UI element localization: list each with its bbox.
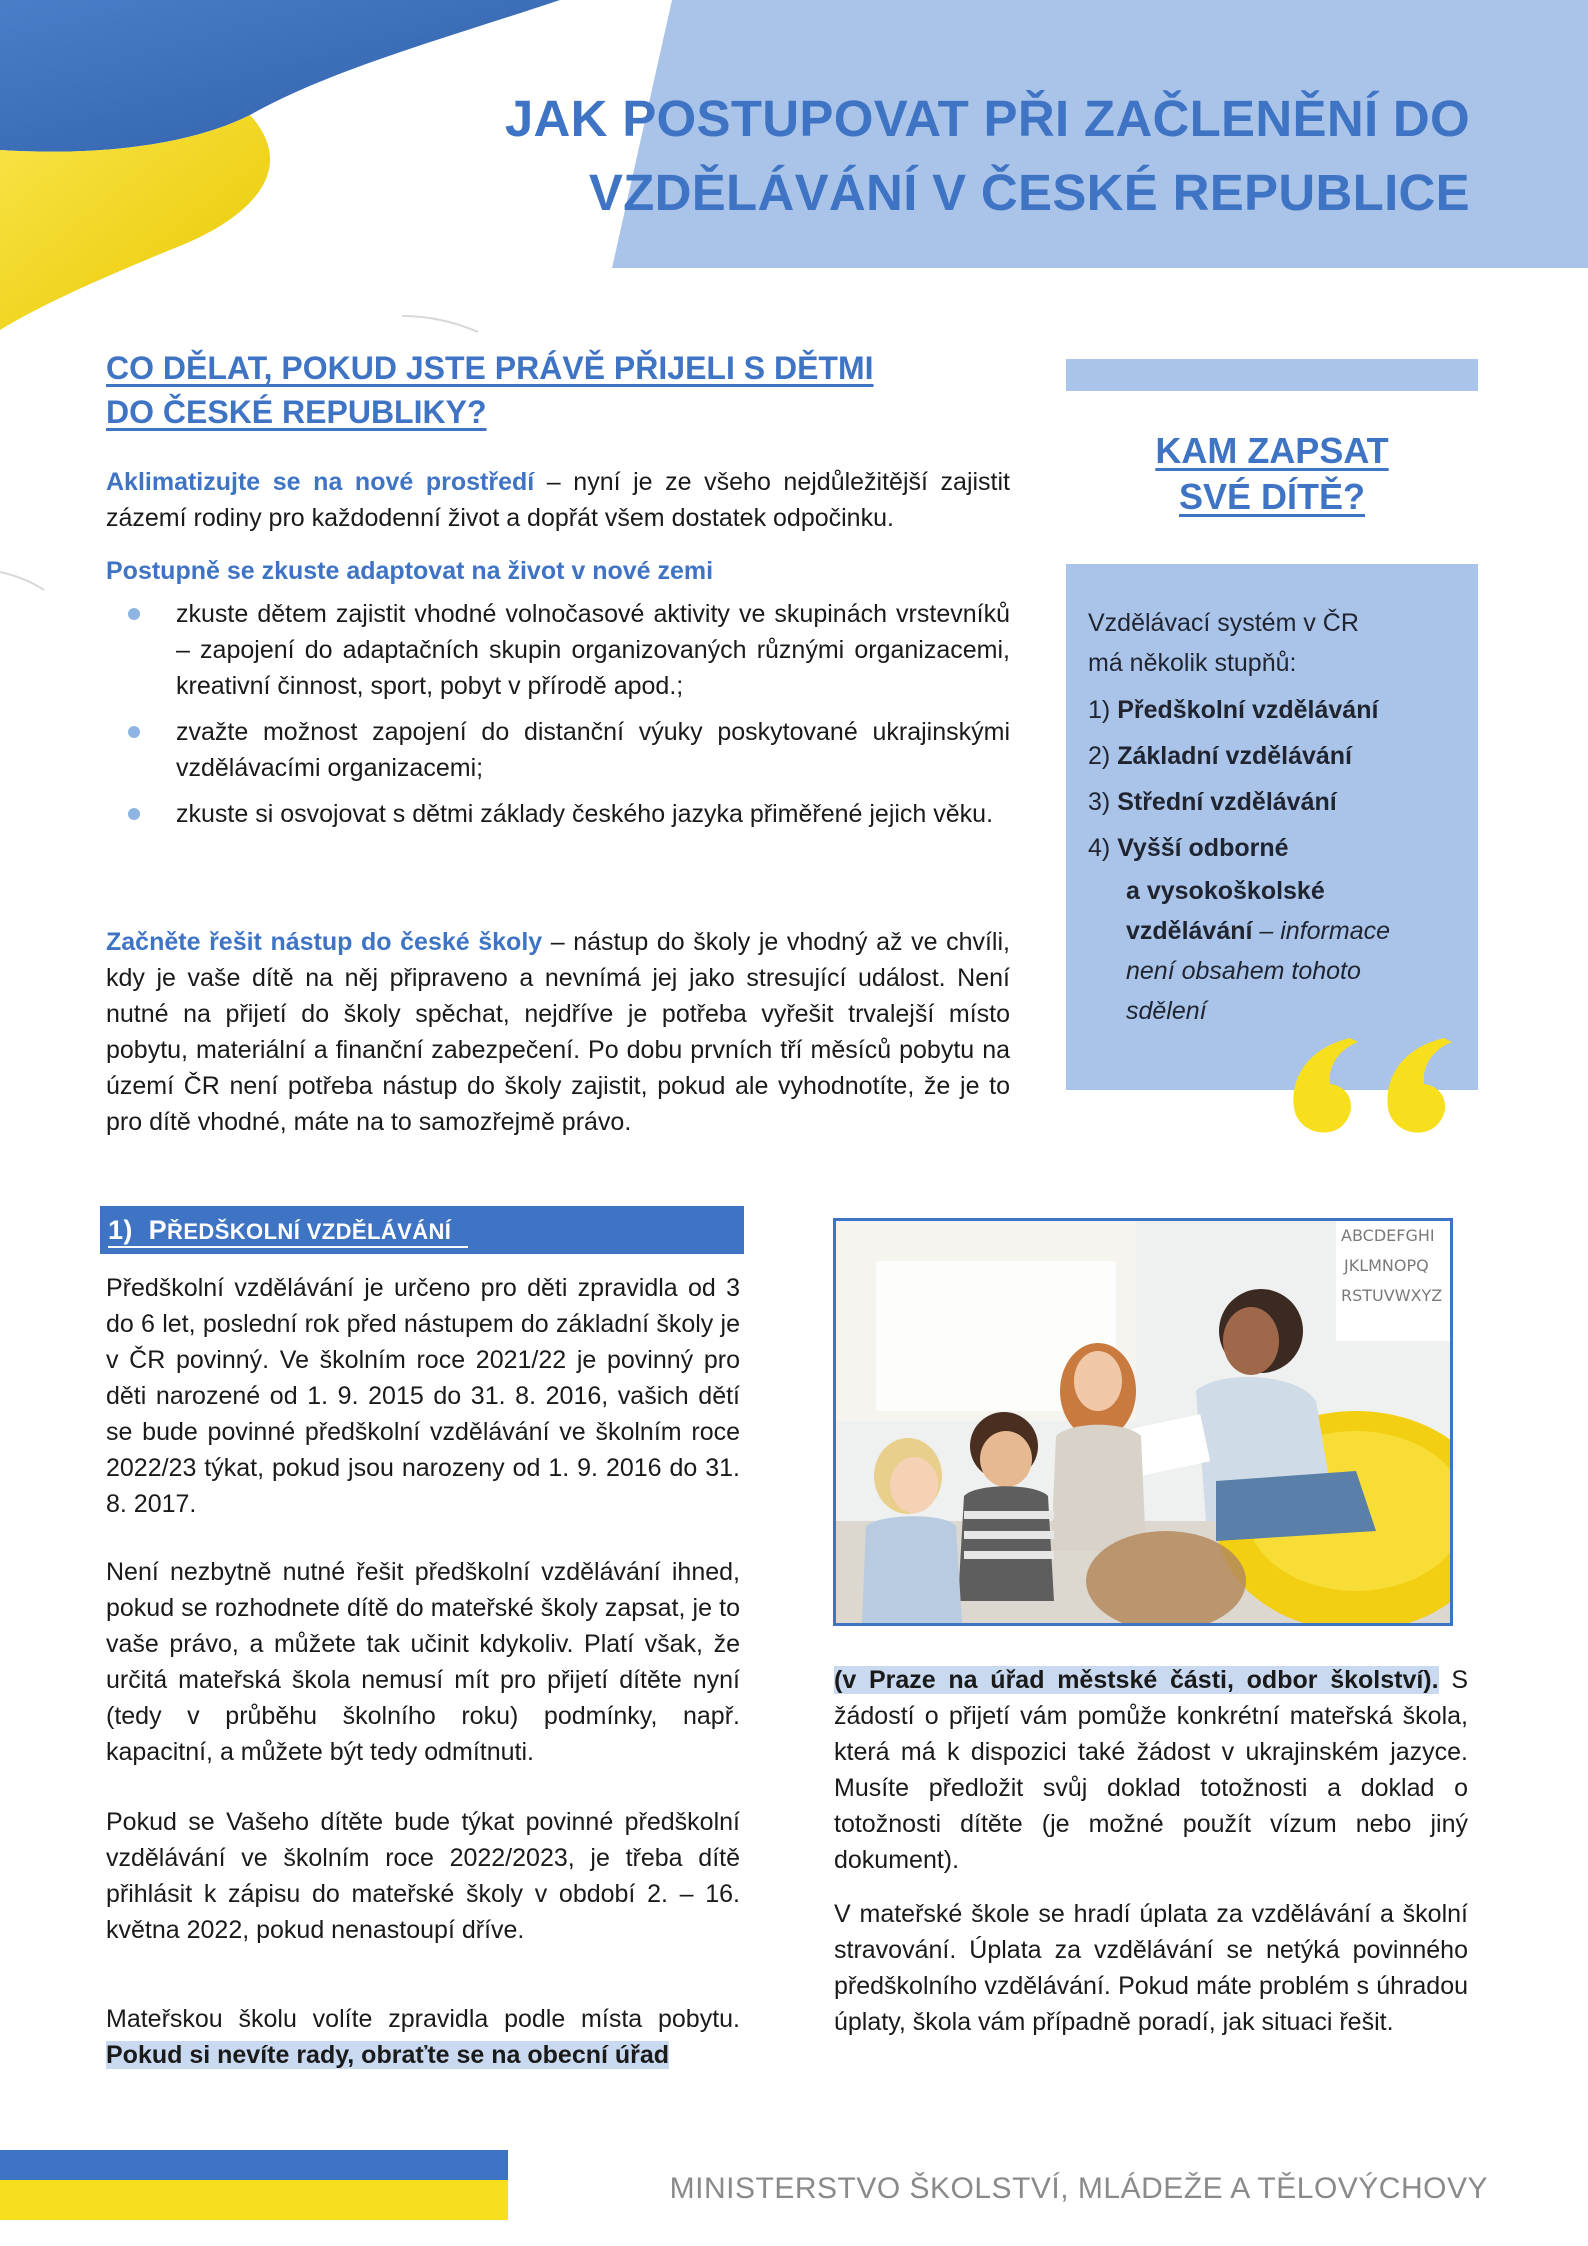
preschool-paragraph-6: V mateřské škole se hradí úplata za vzdělávání a školní stravování. Úplata za vzdělávání se netýká povinného předškolního vzdělávání. Pokud máte problém s úhradou úplaty, škola vám případně poradí, jak situaci řešit. xyxy=(834,1900,1468,2036)
footer-flag-blue xyxy=(0,2150,508,2180)
level-4-cont-2: vzdělávání xyxy=(1126,917,1253,945)
quote-mark-icon xyxy=(1268,1008,1468,1148)
bullet-dot-icon xyxy=(128,608,140,620)
title-line-1: JAK POSTUPOVAT PŘI ZAČLENĚNÍ DO xyxy=(504,90,1470,147)
list-item xyxy=(128,796,1010,832)
level-number: 2) xyxy=(1088,742,1118,770)
sidebar-top-bar xyxy=(1066,359,1478,391)
acclimatize-lead: Aklimatizujte se na nové prostředí xyxy=(106,468,535,496)
intro-paragraph-school-start xyxy=(106,924,1010,1140)
level-4-note-3: sdělení xyxy=(1126,997,1207,1025)
preschool-paragraph-4 xyxy=(106,2001,740,2073)
alphabet-row-2: JKLMNOPQ xyxy=(1344,1256,1429,1275)
bullet-text: zkuste si osvojovat s dětmi základy českého jazyka přiměřené jejich věku. xyxy=(176,800,994,828)
decorative-swash xyxy=(400,312,480,334)
preschool-paragraph-3: Pokud se Vašeho dítěte bude týkat povinné předškolní vzdělávání ve školním roce 2022/2023, je třeba dítě přihlásit k zápisu do mateřské školy v období 2. – 16. května 2022, pokud nenastoupí dříve. xyxy=(106,1808,740,1944)
sidebar-heading-line-1: KAM ZAPSAT xyxy=(1155,430,1389,471)
level-4-note-1: – informace xyxy=(1252,917,1391,945)
level-item xyxy=(1088,687,1468,733)
adapt-bullet-list xyxy=(128,596,1010,842)
ministry-footer-text: MINISTERSTVO ŠKOLSTVÍ, MLÁDEŽE A TĚLOVÝCHOVY xyxy=(669,2172,1488,2205)
level-item xyxy=(1088,733,1468,779)
intro-paragraph-acclimatize xyxy=(106,464,1010,536)
preschool-paragraph-1: Předškolní vzdělávání je určeno pro děti zpravidla od 3 do 6 let, poslední rok před nástupem do základní školy je v ČR povinný. Ve školním roce 2021/22 je povinný pro děti narozené od 1. 9. 2015 do 31. 8. 2016, vašich dětí se bude povinné předškolní vzdělávání ve školním roce 2022/23 týkat, pokud jsou narozeny od 1. 9. 2016 do 31. 8. 2017. xyxy=(106,1274,740,1518)
level-number: 3) xyxy=(1088,788,1118,816)
sidebar-heading-line-2: SVÉ DÍTĚ? xyxy=(1178,476,1366,517)
level-label: Předškolní vzdělávání xyxy=(1117,696,1379,724)
level-item xyxy=(1088,825,1468,871)
education-levels-list xyxy=(1088,603,1468,1031)
alphabet-row-3: RSTUVWXYZ xyxy=(1341,1286,1443,1305)
preschool-paragraph-2: Není nezbytně nutné řešit předškolní vzdělávání ihned, pokud se rozhodnete dítě do mateřské školy zapsat, je to vaše právo, a můžete tak učinit kdykoliv. Platí však, že určitá mateřská škola nemusí mít pro přijetí dítěte nyní (tedy v průběhu školního roku) podmínky, např. kapacitní, a můžete být tedy odmítnuti. xyxy=(106,1558,740,1766)
sidebar-intro-line-2: má několik stupňů: xyxy=(1088,649,1297,677)
classroom-photo xyxy=(833,1218,1453,1626)
level-label: Vyšší odborné xyxy=(1117,834,1289,862)
level-item xyxy=(1088,779,1468,825)
level-4-continued xyxy=(1088,871,1468,911)
list-item xyxy=(128,596,1010,704)
decorative-swash-left xyxy=(0,568,46,592)
level-4-note-2: není obsahem tohoto xyxy=(1126,957,1361,985)
level-label: Základní vzdělávání xyxy=(1117,742,1353,770)
classroom-illustration xyxy=(836,1221,1450,1623)
intro-heading-line-1: CO DĚLAT, POKUD JSTE PRÁVĚ PŘIJELI S DĚTMI xyxy=(106,350,874,386)
bullet-dot-icon xyxy=(128,726,140,738)
section-1-number: 1) xyxy=(108,1215,133,1245)
section-1-title-initial: P xyxy=(148,1215,168,1245)
section-1-title-rest: ŘEDŠKOLNÍ VZDĚLÁVÁNÍ xyxy=(167,1219,452,1244)
level-label: Střední vzdělávání xyxy=(1117,788,1337,816)
preschool-paragraph-5 xyxy=(834,1662,1468,1878)
bullet-text: zvažte možnost zapojení do distanční výuky poskytované ukrajinskými vzdělávacími organizacemi; xyxy=(176,718,1010,782)
title-line-2: VZDĚLÁVÁNÍ V ČESKÉ REPUBLICE xyxy=(588,164,1470,221)
sidebar-heading xyxy=(1066,428,1478,520)
acclimatize-text: – nyní je ze všeho nejdůležitější zajistit zázemí rodiny pro každodenní život a dopřát všem dostatek odpočinku. xyxy=(106,468,1011,532)
bullet-text: zkuste dětem zajistit vhodné volnočasové aktivity ve skupinách vrstevníků – zapojení do adaptačních skupin organizovaných různými organizacemi, kreativní činnost, sport, pobyt v přírodě apod.; xyxy=(176,600,1010,700)
level-number: 1) xyxy=(1088,696,1118,724)
preschool-highlight-left: Pokud si nevíte rady, obraťte se na obecní úřad xyxy=(106,2041,670,2069)
intro-heading xyxy=(106,346,1006,434)
preschool-paragraph-5-text: S žádostí o přijetí vám pomůže konkrétní mateřská škola, která má k dispozici také žádost v ukrajinském jazyce. Musíte předložit svůj doklad totožnosti a doklad o totožnosti dítěte (je možné použít vízum nebo jiný dokument). xyxy=(834,1666,1468,1874)
school-start-text: – nástup do školy je vhodný až ve chvíli, kdy je vaše dítě na něj připraveno a nevnímá jej jako stresující událost. Není nutné na přijetí do školy spěchat, nejdříve je potřeba vyřešit trvalejší místo pobytu, materiální a finanční zabezpečení. Po dobu prvních tří měsíců pobytu na území ČR není potřeba nástup do školy zajistit, pokud ale vyhodnotíte, že je to pro dítě vhodné, máte na to samozřejmě právo. xyxy=(106,928,1010,1136)
alphabet-row-1: ABCDEFGHI xyxy=(1341,1226,1435,1245)
intro-heading-line-2: DO ČESKÉ REPUBLIKY? xyxy=(106,394,487,430)
level-4-continued xyxy=(1088,911,1468,951)
page-title xyxy=(440,82,1470,230)
section-1-title-underline xyxy=(108,1246,468,1248)
level-4-cont-1: a vysokoškolské xyxy=(1126,877,1325,905)
preschool-highlight-right: (v Praze na úřad městské části, odbor školství). xyxy=(834,1666,1439,1694)
footer-flag-yellow xyxy=(0,2180,508,2220)
preschool-paragraph-4-text: Mateřskou školu volíte zpravidla podle místa pobytu. xyxy=(106,2005,740,2033)
school-start-lead: Začněte řešit nástup do české školy xyxy=(106,928,543,956)
level-number: 4) xyxy=(1088,834,1118,862)
sidebar-intro-line-1: Vzdělávací systém v ČR xyxy=(1088,609,1359,637)
level-4-note xyxy=(1088,951,1468,991)
list-item xyxy=(128,714,1010,786)
adapt-subheading: Postupně se zkuste adaptovat na život v nové zemi xyxy=(106,557,714,585)
bullet-dot-icon xyxy=(128,808,140,820)
